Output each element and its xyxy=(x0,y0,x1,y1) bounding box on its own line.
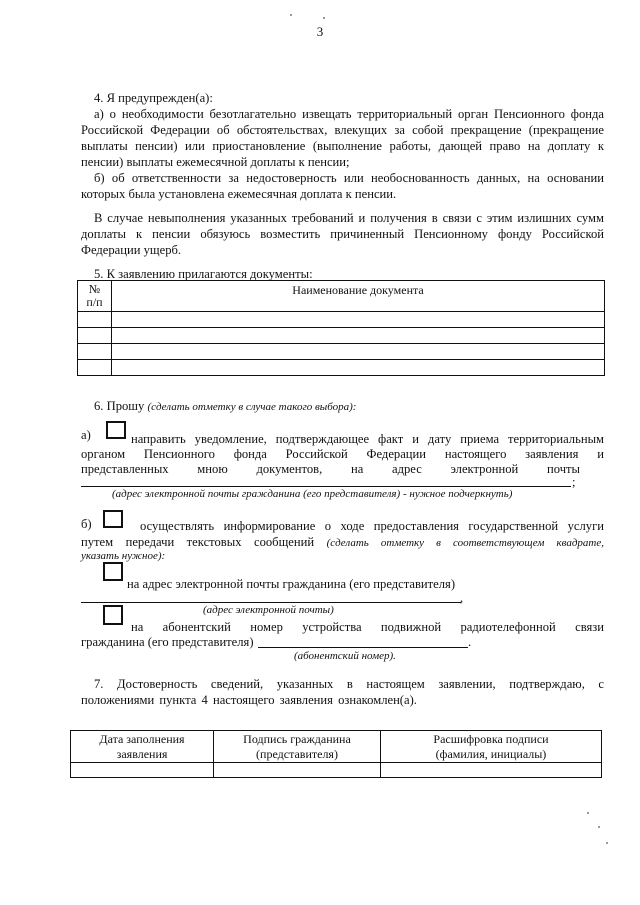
table-cell[interactable] xyxy=(78,360,112,376)
table-cell[interactable] xyxy=(112,312,605,328)
section-7-line-1: 7. Достоверность сведений, указанных в настоящем заявлении, подтверждаю, с xyxy=(94,677,604,691)
date-cell[interactable] xyxy=(71,763,214,778)
option-a-checkbox[interactable] xyxy=(106,421,126,439)
email-option-comma: , xyxy=(460,591,464,605)
signature-header xyxy=(214,731,381,763)
decoding-header-line-1: Расшифровка подписи xyxy=(433,732,549,746)
section-6-heading xyxy=(94,398,356,415)
col-num-header xyxy=(78,281,112,312)
table-cell[interactable] xyxy=(78,344,112,360)
section-4-a-line-4: пенсии) выплаты ежемесячной доплаты к пенсии; xyxy=(81,155,350,169)
documents-table-header xyxy=(78,281,605,312)
section-7-line-2: положениями пункта 4 настоящего заявления ознакомлен(а). xyxy=(81,693,417,707)
email-address-line[interactable] xyxy=(81,602,461,603)
col-num-label-1: № xyxy=(88,282,101,296)
section-6-heading-note: (сделать отметку в случае такого выбора): xyxy=(147,401,357,413)
table-cell[interactable] xyxy=(78,328,112,344)
phone-number-caption: (абонентский номер). xyxy=(294,650,396,662)
phone-option-line-1: на абонентский номер устройства подвижной радиотелефонной связи xyxy=(131,620,604,634)
option-b-line-2-note: (сделать отметку в соответствующем квадрате, xyxy=(326,537,605,549)
option-b-checkbox[interactable] xyxy=(103,510,123,528)
option-a-line-1: направить уведомление, подтверждающее факт и дату приема территориальным xyxy=(131,432,604,446)
scan-speck xyxy=(323,17,325,19)
table-cell[interactable] xyxy=(78,312,112,328)
page-number: 3 xyxy=(316,24,324,39)
option-b-line-3: указать нужное): xyxy=(81,550,166,562)
option-a-email-line[interactable] xyxy=(81,486,571,487)
option-b-line-1: осуществлять информирование о ходе предоставления государственной услуги xyxy=(140,519,604,533)
warning-line-1: В случае невыполнения указанных требований и получения в связи с этим излишних сумм xyxy=(94,211,604,225)
scan-speck xyxy=(598,826,600,828)
table-cell[interactable] xyxy=(112,328,605,344)
option-b-line-2-text: путем передачи текстовых сообщений xyxy=(81,535,327,549)
section-4-b-line-2: которых была установлена ежемесячная доплата к пенсии. xyxy=(81,187,397,201)
option-a-marker: а) xyxy=(81,428,91,442)
option-a-semicolon: ; xyxy=(572,475,576,489)
date-header xyxy=(71,731,214,763)
warning-line-2: доплаты к пенсии обязуюсь возместить причиненный Пенсионному фонду Российской xyxy=(81,227,604,241)
scan-speck xyxy=(290,14,292,16)
option-b-line-2 xyxy=(81,534,604,551)
phone-option-checkbox[interactable] xyxy=(103,605,123,625)
scan-speck xyxy=(606,842,608,844)
option-a-caption: (адрес электронной почты гражданина (его представителя) - нужное подчеркнуть) xyxy=(112,488,513,500)
date-header-line-2: заявления xyxy=(116,747,168,761)
phone-option-period: . xyxy=(468,635,472,649)
signature-row xyxy=(71,763,602,778)
email-address-caption: (адрес электронной почты) xyxy=(203,604,334,616)
table-cell[interactable] xyxy=(112,360,605,376)
scan-speck xyxy=(587,812,589,814)
documents-table xyxy=(77,280,605,376)
option-a-line-3: представленных мною документов, на адрес электронной почты xyxy=(81,462,580,476)
section-4-a-line-1: а) о необходимости безотлагательно извещать территориальный орган Пенсионного фонда xyxy=(94,107,604,121)
section-5-heading: 5. К заявлению прилагаются документы: xyxy=(94,267,313,281)
decoding-header xyxy=(381,731,602,763)
phone-option-line-2: гражданина (его представителя) xyxy=(81,635,254,649)
table-cell[interactable] xyxy=(112,344,605,360)
section-6-heading-text: 6. Прошу xyxy=(94,399,148,413)
decoding-header-line-2: (фамилия, инициалы) xyxy=(435,747,547,761)
email-option-checkbox[interactable] xyxy=(103,562,123,581)
signature-header-line-2: (представителя) xyxy=(256,747,338,761)
col-name-header: Наименование документа xyxy=(112,281,605,312)
signature-header-line-1: Подпись гражданина xyxy=(243,732,351,746)
signature-table-header xyxy=(71,731,602,763)
section-4-a-line-3: выплаты пенсии) или приостановление (выполнение работы, дающей право на доплату к xyxy=(81,139,604,153)
decoding-cell[interactable] xyxy=(381,763,602,778)
warning-line-3: Федерации ущерб. xyxy=(81,243,182,257)
table-row xyxy=(78,328,605,344)
table-row xyxy=(78,312,605,328)
phone-number-line[interactable] xyxy=(258,647,468,648)
section-4-a-line-2: Российской Федерации об обстоятельствах, влекущих за собой прекращение (прекращение xyxy=(81,123,604,137)
section-4-heading: 4. Я предупрежден(а): xyxy=(94,91,213,105)
table-row xyxy=(78,344,605,360)
signature-cell[interactable] xyxy=(214,763,381,778)
option-b-marker: б) xyxy=(81,517,92,531)
col-num-label-2: п/п xyxy=(86,295,103,309)
section-4-b-line-1: б) об ответственности за недостоверность или необоснованность данных, на основании xyxy=(94,171,604,185)
option-a-line-2: органом Пенсионного фонда Российской Федерации настоящего заявления и xyxy=(81,447,604,461)
table-row xyxy=(78,360,605,376)
date-header-line-1: Дата заполнения xyxy=(99,732,185,746)
email-option-label: на адрес электронной почты гражданина (его представителя) xyxy=(127,577,456,591)
signature-table xyxy=(70,730,602,778)
